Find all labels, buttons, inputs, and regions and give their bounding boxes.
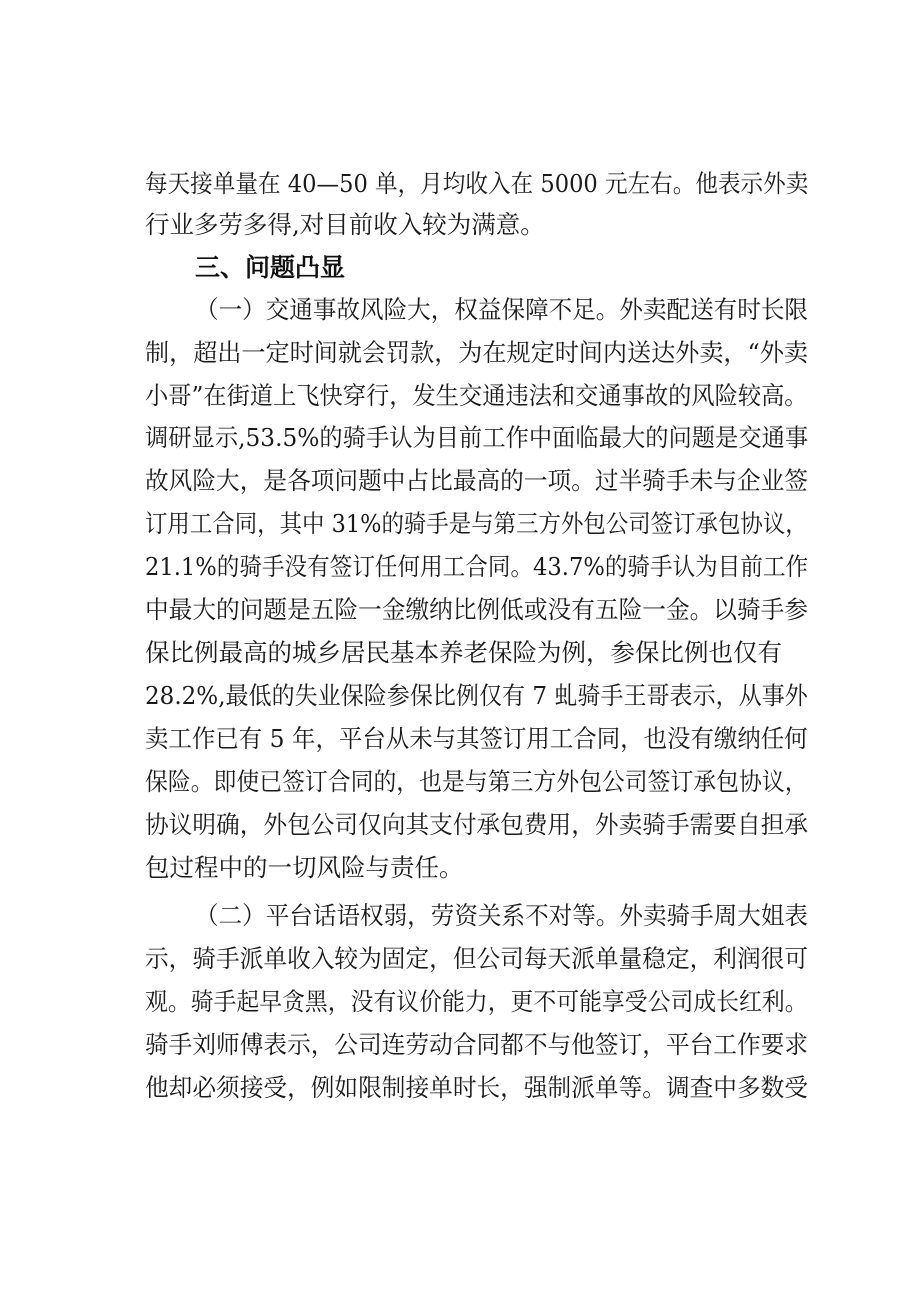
para1-line-14: 包过程中的一切风险与责任。 bbox=[145, 853, 464, 882]
para1-line-13: 协议明确，外包公司仅向其支付承包费用，外卖骑手需要自担承 bbox=[145, 810, 809, 839]
intro-line-1: 每天接单量在 40—50 单，月均收入在 5000 元左右。他表示外卖 bbox=[145, 169, 809, 198]
para2-line-1: （二）平台话语权弱，劳资关系不对等。外卖骑手周大姐表 bbox=[195, 901, 808, 930]
para1-line-2: 制，超出一定时间就会罚款，为在规定时间内送达外卖，“外卖 bbox=[145, 338, 809, 367]
para1-line-5: 故风险大，是各项问题中占比最高的一项。过半骑手未与企业签 bbox=[145, 466, 809, 495]
para2-line-5: 他却必须接受，例如限制接单时长，强制派单等。调查中多数受 bbox=[145, 1073, 809, 1102]
para1-line-12: 保险。即使已签订合同的，也是与第三方外包公司签订承包协议， bbox=[145, 767, 808, 796]
para2-line-3: 观。骑手起早贪黑，没有议价能力，更不可能享受公司成长红利。 bbox=[145, 987, 808, 1016]
para1-line-9: 保比例最高的城乡居民基本养老保险为例，参保比例也仅有 bbox=[145, 638, 782, 667]
intro-line-2: 行业多劳多得,对目前收入较为满意。 bbox=[145, 210, 545, 239]
para1-line-8: 中最大的问题是五险一金缴纳比例低或没有五险一金。以骑手参 bbox=[145, 595, 809, 624]
para1-line-3: 小哥”在街道上飞快穿行，发生交通违法和交通事故的风险较高。 bbox=[145, 381, 808, 410]
para1-line-1: （一）交通事故风险大，权益保障不足。外卖配送有时长限 bbox=[195, 295, 808, 324]
para1-line-4: 调研显示,53.5%的骑手认为目前工作中面临最大的问题是交通事 bbox=[145, 423, 809, 452]
para1-line-7: 21.1%的骑手没有签订任何用工合同。43.7%的骑手认为目前工作 bbox=[145, 552, 809, 581]
para1-line-6: 订用工合同，其中 31%的骑手是与第三方外包公司签订承包协议， bbox=[145, 509, 808, 538]
section-heading: 三、问题凸显 bbox=[195, 253, 346, 282]
para2-line-4: 骑手刘师傅表示，公司连劳动合同都不与他签订，平台工作要求 bbox=[145, 1030, 809, 1059]
para1-line-10: 28.2%,最低的失业保险参保比例仅有 7 虬骑手王哥表示，从事外 bbox=[145, 681, 808, 710]
para2-line-2: 示，骑手派单收入较为固定，但公司每天派单量稳定，利润很可 bbox=[145, 944, 809, 973]
para1-line-11: 卖工作已有 5 年，平台从未与其签订用工合同，也没有缴纳任何 bbox=[145, 724, 808, 753]
